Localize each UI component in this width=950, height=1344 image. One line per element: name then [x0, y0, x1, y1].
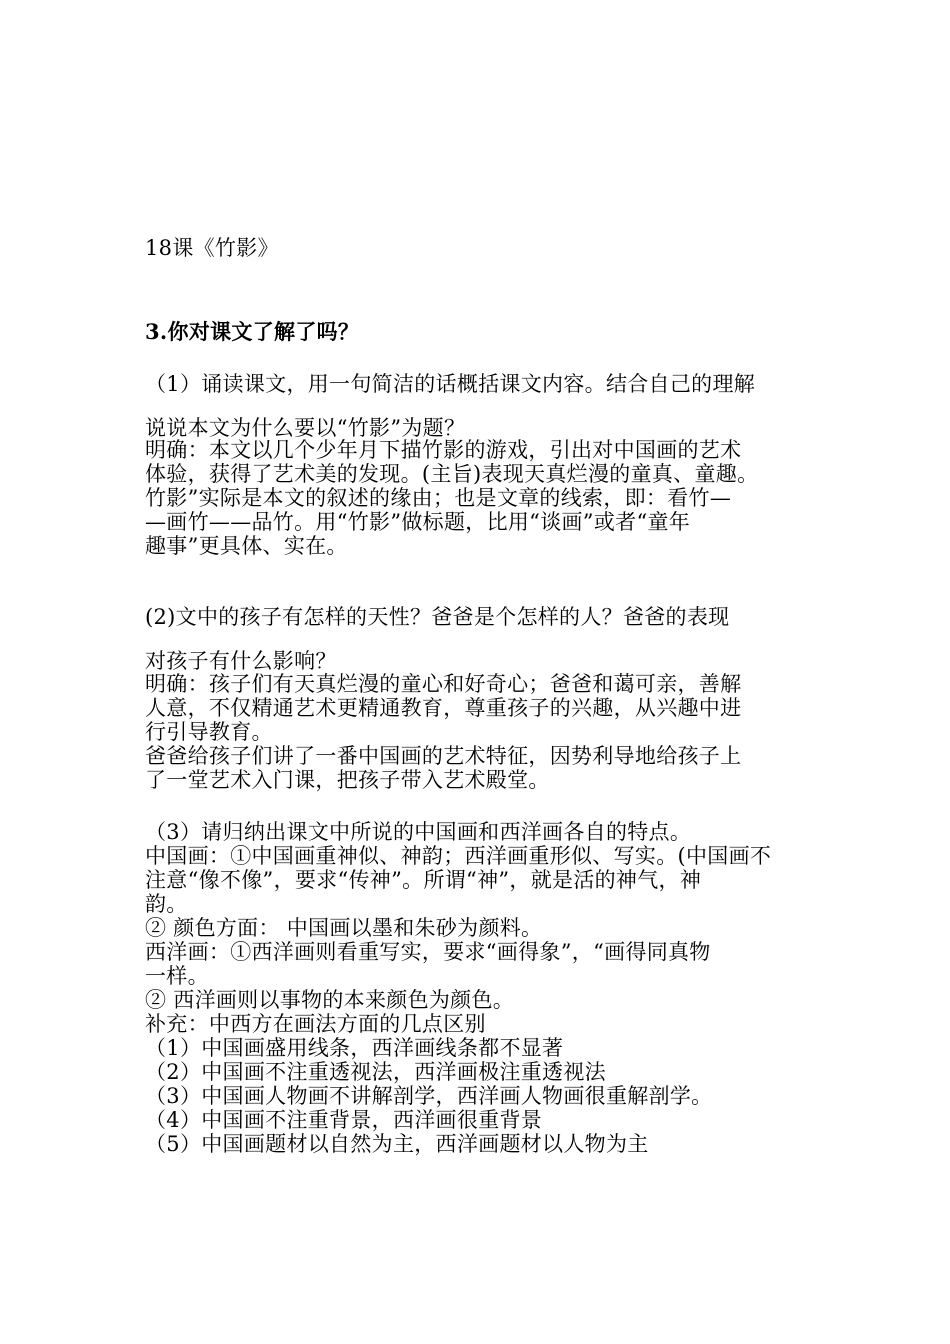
answer-1-line: 趣事”更具体、实在。: [145, 534, 348, 558]
question-2-line: (2)文中的孩子有怎样的天性？爸爸是个怎样的人？爸爸的表现: [145, 605, 730, 629]
answer-1-line: —画竹——品竹。用“竹影”做标题，比用“谈画”或者“童年: [145, 510, 691, 534]
question-3-line: 中国画：①中国画重神似、神韵；西洋画重形似、写实。(中国画不: [145, 844, 772, 868]
question-1-line: （1）诵读课文，用一句简洁的话概括课文内容。结合自己的理解: [145, 372, 756, 396]
question-3-line: 西洋画：①西洋画则看重写实，要求“画得象”，“画得同真物: [145, 940, 711, 964]
question-2-line: 对孩子有什么影响？: [145, 649, 337, 673]
question-3-line: （3）请归纳出课文中所说的中国画和西洋画各自的特点。: [145, 820, 692, 844]
answer-1-line: 体验，获得了艺术美的发现。(主旨)表现天真烂漫的童真、童趣。: [145, 462, 759, 486]
question-3-line: ② 西洋画则以事物的本来颜色为颜色。: [145, 988, 515, 1012]
question-3-line: 韵。: [145, 892, 188, 916]
question-3-line: （3）中国画人物画不讲解剖学，西洋画人物画很重解剖学。: [145, 1084, 713, 1108]
section-heading: 3.你对课文了解了吗？: [145, 319, 360, 344]
question-3-line: 注意“像不像”，要求“传神”。所谓“神”，就是活的神气，神: [145, 868, 702, 892]
answer-1-line: 明确：本文以几个少年月下描竹影的游戏，引出对中国画的艺术: [145, 438, 742, 462]
answer-2-line: 爸爸给孩子们讲了一番中国画的艺术特征，因势利导地给孩子上: [145, 744, 742, 768]
question-3-line: （4）中国画不注重背景，西洋画很重背景: [145, 1108, 543, 1132]
lesson-title: 18课《竹影》: [145, 236, 279, 260]
answer-2-line: 明确：孩子们有天真烂漫的童心和好奇心；爸爸和蔼可亲，善解: [145, 672, 742, 696]
question-3-line: （5）中国画题材以自然为主，西洋画题材以人物为主: [145, 1132, 649, 1156]
question-1-line: 说说本文为什么要以“竹影”为题？: [145, 416, 466, 440]
answer-2-line: 人意，不仅精通艺术更精通教育，尊重孩子的兴趣，从兴趣中进: [145, 696, 742, 720]
answer-1-line: 竹影”实际是本文的叙述的缘由；也是文章的线索，即：看竹—: [145, 486, 732, 510]
question-2: [145, 595, 729, 683]
question-3-line: 补充：中西方在画法方面的几点区别: [145, 1012, 486, 1036]
question-1: [145, 362, 755, 450]
answer-2-line: 了一堂艺术入门课，把孩子带入艺术殿堂。: [145, 768, 550, 792]
question-3-line: 一样。: [145, 964, 209, 988]
answer-1: [145, 438, 758, 558]
question-3-section: [145, 820, 771, 1156]
question-3-line: （2）中国画不注重透视法，西洋画极注重透视法: [145, 1060, 606, 1084]
question-3-line: ② 颜色方面： 中国画以墨和朱砂为颜料。: [145, 916, 543, 940]
answer-2: [145, 672, 741, 792]
answer-2-line: 行引导教育。: [145, 720, 273, 744]
question-3-line: （1）中国画盛用线条，西洋画线条都不显著: [145, 1036, 564, 1060]
